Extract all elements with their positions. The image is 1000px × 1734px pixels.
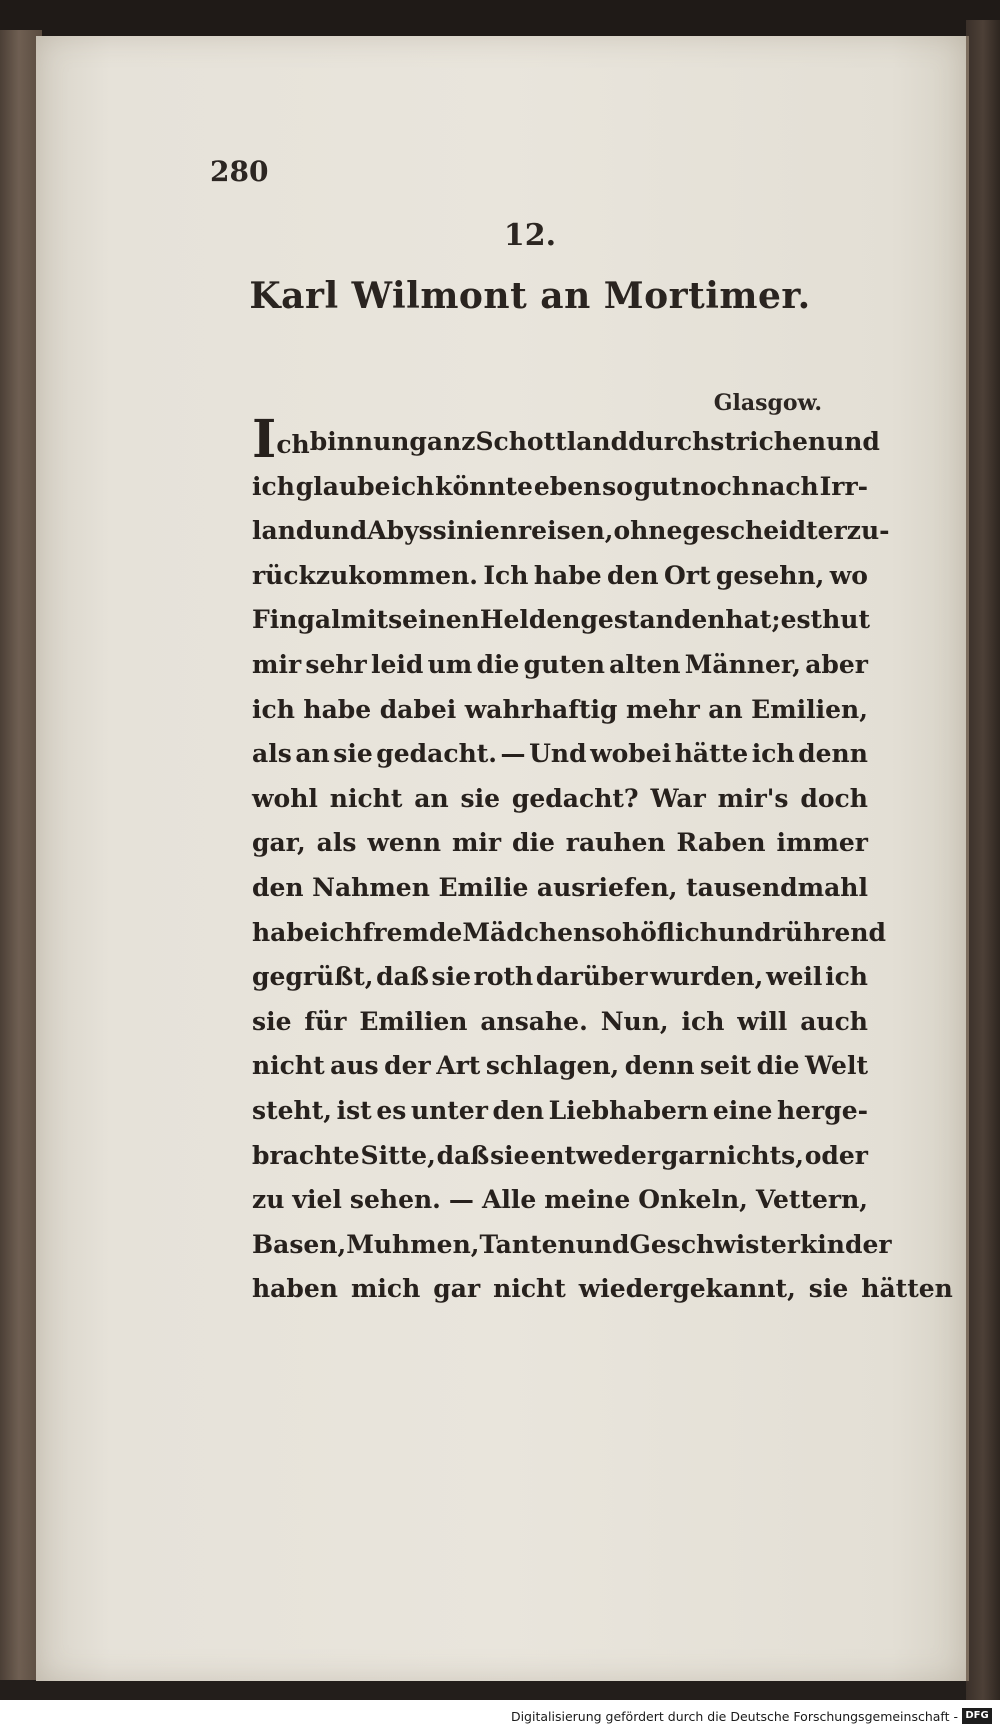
word: die: [756, 1051, 800, 1081]
text-line: [252, 1089, 868, 1134]
word: rauhen: [565, 828, 666, 858]
text-line: [252, 1000, 868, 1045]
word: daß: [376, 962, 429, 992]
text-line: [252, 465, 868, 510]
word: Mädchen: [462, 917, 592, 947]
word: nichts,: [708, 1140, 804, 1170]
word: Männer,: [684, 649, 801, 679]
word: daß: [436, 1140, 490, 1170]
letter-number: 12.: [503, 218, 557, 253]
word: zu-: [846, 516, 890, 546]
word: sehen.: [349, 1185, 441, 1215]
word: aber: [805, 649, 868, 679]
letter-title: Karl Wilmont an Mortimer.: [249, 275, 811, 317]
scan-top-border: [0, 0, 1000, 36]
word: tausendmahl: [686, 872, 868, 902]
word: als: [316, 828, 357, 858]
word: mir: [252, 649, 302, 679]
word: fremde: [362, 917, 463, 947]
word: könnte: [435, 471, 533, 501]
text-line: [252, 554, 868, 599]
word: höflich: [621, 917, 718, 947]
word: gar: [660, 1140, 708, 1170]
letter-location: Glasgow.: [713, 390, 822, 416]
word: rückzukommen.: [252, 560, 478, 590]
word: sie: [333, 739, 373, 769]
word: —: [500, 739, 526, 769]
text-line: [252, 1044, 868, 1089]
word: mehr: [626, 694, 700, 724]
word: roth: [473, 962, 534, 992]
word: Alle: [481, 1185, 537, 1215]
word: noch: [681, 471, 751, 501]
text-line: [252, 732, 868, 777]
word: eben: [533, 471, 602, 501]
word: mich: [350, 1274, 421, 1304]
word: gedacht?: [511, 783, 639, 813]
word: ganz: [409, 427, 476, 456]
word: bin: [309, 427, 355, 456]
word: nicht: [252, 1051, 325, 1081]
word: wenn: [367, 828, 442, 858]
word: es: [376, 1095, 407, 1125]
word: Tanten: [479, 1229, 576, 1259]
word: und: [313, 516, 368, 546]
word: viel: [292, 1185, 342, 1215]
word: ich: [319, 917, 363, 947]
word: Ich: [252, 409, 310, 470]
word: wohl: [252, 783, 318, 813]
page-number: 280: [210, 155, 269, 188]
word: gar: [433, 1274, 481, 1304]
word: Basen,: [252, 1229, 347, 1259]
word: Ort: [664, 560, 711, 590]
word: Fingal: [252, 605, 341, 635]
text-line: [252, 643, 868, 688]
word: Nahmen: [312, 872, 430, 902]
word: gestanden: [580, 605, 726, 635]
dfg-logo: DFG: [962, 1708, 992, 1724]
initial-capital: I: [252, 409, 277, 470]
word: habe: [303, 694, 372, 724]
word: ich: [825, 962, 868, 992]
word: sie: [490, 1140, 530, 1170]
word: sie: [252, 1006, 292, 1036]
word: wiedergekannt,: [578, 1274, 796, 1304]
word: Welt: [805, 1051, 868, 1081]
word: an: [708, 694, 743, 724]
word: wobei: [590, 739, 672, 769]
word: habe: [252, 917, 320, 947]
word: darüber: [535, 962, 648, 992]
word: gesehn,: [715, 560, 825, 590]
word: hätten: [861, 1274, 953, 1304]
word: mir: [451, 828, 502, 858]
word: Onkeln,: [638, 1185, 748, 1215]
word: nun: [354, 427, 410, 456]
word: ich: [252, 694, 295, 724]
word: um: [427, 649, 473, 679]
word: Geschwisterkinder: [629, 1229, 892, 1259]
word: guten: [523, 649, 605, 679]
text-line: [252, 1134, 868, 1179]
word: und: [717, 917, 772, 947]
word: Emilien,: [751, 694, 868, 724]
footer-bar: [0, 1700, 1000, 1734]
text-line: [252, 911, 886, 956]
word: gut: [633, 471, 681, 501]
word: Emilie: [438, 872, 529, 902]
word: mir's: [717, 783, 789, 813]
word: nicht: [329, 783, 403, 813]
word: leid: [370, 649, 424, 679]
word: gar,: [252, 828, 306, 858]
word: aus: [330, 1051, 379, 1081]
word: wurden,: [650, 962, 764, 992]
word: oder: [804, 1140, 868, 1170]
text-line: [252, 1267, 953, 1312]
word: Raben: [676, 828, 766, 858]
text-line: [252, 866, 868, 911]
word: als: [252, 739, 292, 769]
word: so: [602, 471, 633, 501]
word: ich: [751, 739, 795, 769]
word: Art: [436, 1051, 481, 1081]
word: Muhmen,: [346, 1229, 480, 1259]
word: nicht: [493, 1274, 566, 1304]
word: die: [476, 649, 520, 679]
word: hat;: [725, 605, 781, 635]
word: alten: [609, 649, 681, 679]
word: den: [607, 560, 659, 590]
word: den: [492, 1095, 545, 1125]
word: —: [448, 1185, 474, 1215]
word: und: [575, 1229, 630, 1259]
word: doch: [800, 783, 868, 813]
word: entweder: [530, 1140, 661, 1170]
word: der: [384, 1051, 431, 1081]
word: Ich: [483, 560, 529, 590]
word: weil: [765, 962, 823, 992]
text-line: [252, 1178, 868, 1223]
word: ist: [336, 1095, 372, 1125]
word: hätte: [674, 739, 749, 769]
word: eine: [712, 1095, 773, 1125]
word: sehr: [305, 649, 367, 679]
word: thut: [810, 605, 870, 635]
word: haben: [252, 1274, 338, 1304]
text-line: [252, 777, 868, 822]
word: seit: [700, 1051, 752, 1081]
word: meine: [544, 1185, 631, 1215]
word: ich: [681, 1006, 725, 1036]
word: immer: [776, 828, 868, 858]
word: so: [591, 917, 622, 947]
word: ansahe.: [480, 1006, 588, 1036]
word: gegrüßt,: [252, 962, 374, 992]
text-line: [252, 1223, 892, 1268]
word: brachte: [252, 1140, 360, 1170]
word: denn: [798, 739, 868, 769]
word: denn: [624, 1051, 695, 1081]
word: dabei: [379, 694, 457, 724]
text-line: [252, 688, 868, 733]
word: wahrhaftig: [464, 694, 618, 724]
text-line: [252, 821, 868, 866]
word: ohne: [613, 516, 683, 546]
text-line: [252, 409, 880, 470]
word: gedacht.: [376, 739, 497, 769]
word: rührend: [771, 917, 886, 947]
text-line: [252, 598, 868, 643]
word: durchstrichen: [628, 427, 827, 456]
word: Abyssinien: [367, 516, 519, 546]
word: den: [252, 872, 304, 902]
word: für: [304, 1006, 347, 1036]
word: Irr-: [819, 471, 868, 501]
text-line: [252, 509, 890, 554]
word: habe: [533, 560, 602, 590]
word: will: [737, 1006, 788, 1036]
word: Schottland: [475, 427, 629, 456]
word: unter: [410, 1095, 488, 1125]
word: auch: [800, 1006, 868, 1036]
word: steht,: [252, 1095, 332, 1125]
funding-credit: Digitalisierung gefördert durch die Deutsche Forschungsgemeinschaft -: [510, 1709, 958, 1724]
word: Vettern,: [755, 1185, 868, 1215]
letter-body: [252, 409, 953, 1312]
word: Helden: [479, 605, 581, 635]
word: mit: [340, 605, 389, 635]
word: Nun,: [600, 1006, 669, 1036]
word: es: [780, 605, 811, 635]
word: ausriefen,: [536, 872, 678, 902]
word: ich: [252, 471, 295, 501]
word: land: [252, 516, 314, 546]
word: wo: [829, 560, 868, 590]
word: sie: [460, 783, 501, 813]
word: schlagen,: [485, 1051, 620, 1081]
word: Sitte,: [360, 1140, 436, 1170]
word: Und: [529, 739, 587, 769]
word: reisen,: [518, 516, 614, 546]
text-line: [252, 955, 868, 1000]
word: Liebhabern: [548, 1095, 709, 1125]
word: seinen: [388, 605, 480, 635]
word: gescheidter: [682, 516, 847, 546]
word: glaube: [295, 471, 391, 501]
word: und: [826, 427, 880, 456]
word: sie: [808, 1274, 849, 1304]
word: an: [414, 783, 449, 813]
word: herge-: [776, 1095, 868, 1125]
word: an: [295, 739, 330, 769]
word: ich: [391, 471, 435, 501]
scan-right-border: [966, 20, 1000, 1700]
word: nach: [750, 471, 819, 501]
word: War: [650, 783, 706, 813]
word: sie: [431, 962, 471, 992]
word: Emilien: [359, 1006, 468, 1036]
word: die: [512, 828, 555, 858]
word: zu: [252, 1185, 285, 1215]
